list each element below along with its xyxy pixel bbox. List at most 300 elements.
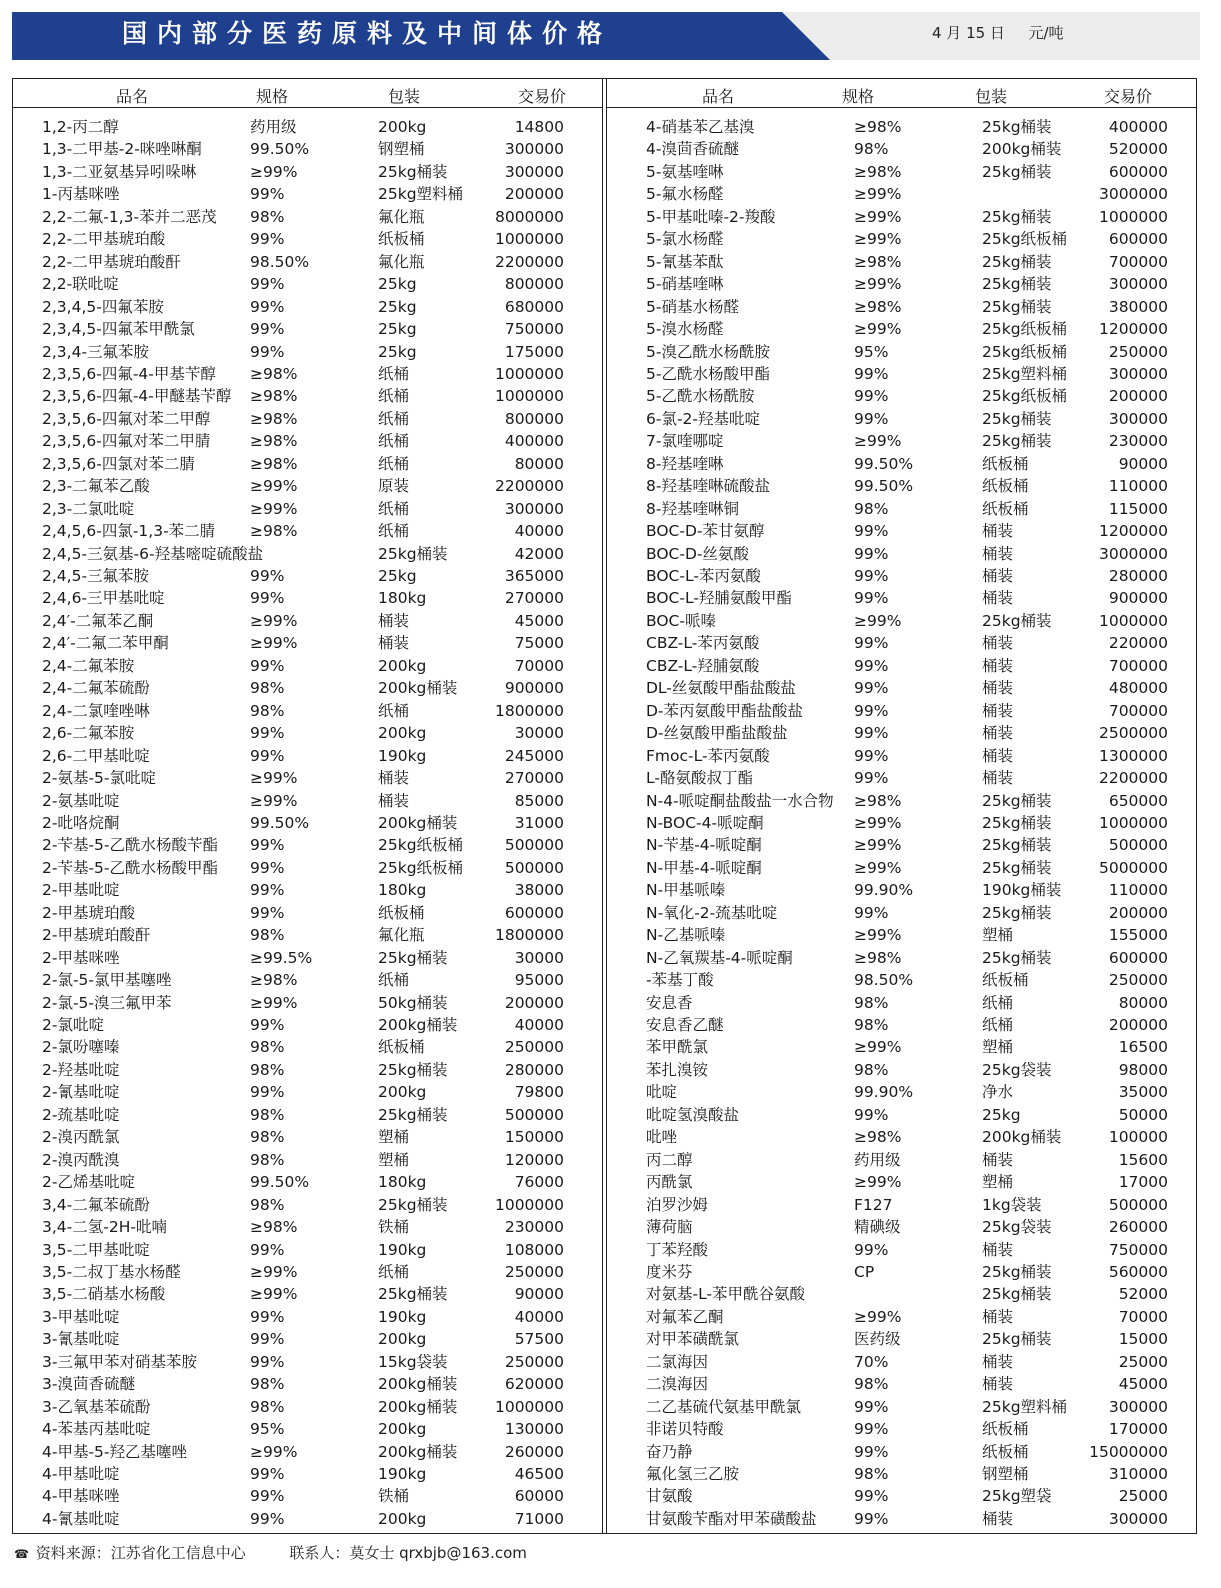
header-price: 交易价: [518, 87, 567, 106]
product-spec: 99%: [854, 567, 889, 585]
product-spec: ≥99%: [854, 432, 902, 451]
product-pack: 纸桶: [378, 432, 410, 451]
product-name: N-4-哌啶酮盐酸盐一水合物: [646, 791, 834, 810]
product-pack: 25kg桶装: [378, 1195, 448, 1214]
product-price: 220000: [1108, 634, 1168, 653]
product-pack: 纸板桶: [982, 1442, 1029, 1461]
product-price: 270000: [504, 769, 564, 788]
product-pack: 桶装: [982, 1509, 1014, 1528]
product-price: 300000: [1108, 1397, 1168, 1416]
product-spec: ≥99%: [854, 275, 902, 294]
product-spec: 99%: [250, 724, 285, 743]
product-name: 3-甲基吡啶: [42, 1307, 120, 1326]
product-spec: 98%: [250, 1150, 285, 1169]
product-name: 5-氨基喹啉: [646, 162, 724, 181]
product-name: 2,6-二甲基吡啶: [42, 746, 150, 765]
product-spec: 98%: [250, 1375, 285, 1394]
product-spec: ≥99%: [250, 499, 298, 518]
product-spec: 99%: [854, 1397, 889, 1416]
product-price: 3000000: [1098, 185, 1168, 204]
left-header-rule: [12, 107, 602, 108]
product-spec: ≥99.5%: [250, 948, 313, 967]
product-price: 900000: [1108, 589, 1168, 608]
product-price: 260000: [504, 1442, 564, 1461]
product-price: 15000: [1118, 1330, 1168, 1349]
header-price: 交易价: [1104, 87, 1153, 106]
product-pack: 桶装: [982, 544, 1014, 563]
product-name: 苯甲酰氯: [646, 1038, 709, 1057]
product-spec: ≥99%: [250, 769, 298, 788]
table-row: [0, 1283, 1221, 1305]
product-name: 2,6-二氟苯胺: [42, 724, 135, 743]
product-pack: 塑桶: [982, 1038, 1014, 1057]
product-price: 300000: [504, 140, 564, 159]
product-pack: 200kg桶装: [378, 1442, 458, 1461]
product-spec: 98%: [854, 499, 889, 518]
product-price: 620000: [504, 1375, 564, 1394]
product-pack: 桶装: [982, 522, 1014, 541]
product-price: 300000: [1108, 275, 1168, 294]
product-name: 2,3,4,5-四氟苯甲酰氯: [42, 320, 195, 339]
product-name: 5-氟水杨醛: [646, 185, 724, 204]
product-price: 2500000: [1098, 724, 1168, 743]
product-spec: 98%: [854, 1375, 889, 1394]
product-pack: 200kg: [378, 118, 427, 136]
product-pack: 25kg桶装: [982, 903, 1052, 922]
product-spec: ≥98%: [250, 522, 298, 541]
product-spec: 99%: [250, 589, 285, 608]
product-price: 1000000: [1098, 207, 1168, 226]
product-name: 4-甲基吡啶: [42, 1465, 120, 1483]
product-pack: 25kg塑料桶: [378, 185, 464, 204]
product-pack: 纸板桶: [982, 971, 1029, 990]
table-row: [0, 1441, 1221, 1463]
product-name: 5-氰基苯酞: [646, 252, 724, 271]
product-price: 400000: [504, 432, 564, 451]
product-spec: 98%: [250, 1038, 285, 1057]
product-spec: 99%: [854, 544, 889, 563]
product-pack: 纸桶: [378, 409, 410, 428]
product-spec: ≥98%: [250, 454, 298, 473]
product-name: 2,3,5,6-四氟-4-甲醚基苄醇: [42, 387, 232, 406]
product-pack: 铁桶: [378, 1487, 410, 1506]
product-pack: 25kg: [378, 275, 417, 294]
table-row: [0, 1126, 1221, 1148]
product-name: -苯基丁酸: [646, 971, 714, 990]
product-price: 108000: [504, 1240, 564, 1259]
product-name: 4-苯基丙基吡啶: [42, 1420, 151, 1439]
product-pack: 桶装: [378, 769, 410, 788]
product-pack: 25kg桶装: [982, 1262, 1052, 1281]
product-price: 200000: [504, 993, 564, 1012]
table-row: [0, 161, 1221, 183]
product-spec: ≥99%: [250, 162, 298, 181]
product-pack: 25kg桶装: [982, 409, 1052, 428]
product-spec: 98%: [250, 1195, 285, 1214]
product-spec: ≥99%: [854, 836, 902, 855]
phone-icon: ☎: [14, 1547, 29, 1561]
product-pack: 纸桶: [982, 1016, 1014, 1034]
product-price: 400000: [1108, 118, 1168, 136]
product-name: 丙酰氯: [646, 1173, 693, 1192]
product-price: 1000000: [494, 1195, 564, 1214]
product-name: 泊罗沙姆: [646, 1195, 709, 1214]
product-price: 365000: [504, 567, 564, 585]
product-pack: 桶装: [982, 1150, 1014, 1169]
product-spec: ≥99%: [250, 477, 298, 496]
product-price: 280000: [504, 1060, 564, 1079]
product-spec: 95%: [854, 342, 889, 361]
product-name: 甘氨酸苄酯对甲苯磺酸盐: [646, 1509, 817, 1528]
product-spec: 98.50%: [854, 971, 914, 990]
product-price: 110000: [1108, 477, 1168, 496]
product-name: 4-氰基吡啶: [42, 1509, 120, 1528]
table-row: [0, 453, 1221, 475]
product-name: 2,3-二氯吡啶: [42, 499, 135, 518]
product-price: 800000: [504, 409, 564, 428]
product-name: 2,4,5,6-四氯-1,3-苯二腈: [42, 522, 216, 541]
table-row: [0, 1104, 1221, 1126]
table-row: [0, 206, 1221, 228]
product-pack: 25kg桶装: [982, 948, 1052, 967]
product-name: 5-溴水杨醛: [646, 320, 724, 339]
product-name: 2-甲基琥珀酸: [42, 903, 135, 922]
product-name: 2,4-二氯喹唑啉: [42, 701, 150, 720]
table-row: [0, 1216, 1221, 1238]
product-price: 200000: [1108, 387, 1168, 406]
product-pack: 25kg桶装: [982, 275, 1052, 294]
product-spec: ≥99%: [854, 1173, 902, 1192]
product-pack: 桶装: [982, 589, 1014, 608]
product-pack: 25kg桶装: [982, 611, 1052, 630]
product-price: 1800000: [494, 701, 564, 720]
header-name: 品名: [116, 87, 149, 106]
product-spec: 98%: [854, 1465, 889, 1483]
product-spec: 98%: [854, 1016, 889, 1034]
right-column-headers: [607, 82, 1197, 106]
product-price: 16500: [1118, 1038, 1168, 1057]
product-price: 1000000: [1098, 813, 1168, 832]
product-pack: 1kg袋装: [982, 1195, 1042, 1214]
product-name: 2-吡咯烷酮: [42, 813, 120, 832]
product-pack: 25kg纸板桶: [982, 230, 1068, 249]
product-price: 79800: [514, 1083, 564, 1102]
product-pack: 纸桶: [378, 522, 410, 541]
product-spec: 98%: [250, 679, 285, 698]
product-name: 8-羟基喹啉: [646, 454, 724, 473]
product-spec: F127: [854, 1195, 893, 1214]
product-pack: 钢塑桶: [378, 140, 425, 159]
product-price: 230000: [504, 1218, 564, 1237]
table-row: [0, 587, 1221, 609]
product-spec: 99%: [250, 881, 285, 900]
product-pack: 200kg: [378, 1420, 427, 1439]
table-row: [0, 1306, 1221, 1328]
header-spec: 规格: [842, 87, 875, 106]
product-price: 2200000: [494, 477, 564, 496]
page-title: 国内部分医药原料及中间体价格: [122, 19, 613, 48]
product-name: 薄荷脑: [646, 1218, 693, 1237]
product-spec: ≥98%: [250, 364, 298, 383]
product-spec: 99%: [854, 769, 889, 788]
product-spec: 99.50%: [854, 454, 914, 473]
product-price: 45000: [1118, 1375, 1168, 1394]
product-price: 40000: [514, 1016, 564, 1034]
product-spec: 99%: [854, 409, 889, 428]
date-label: 4 月 15 日: [932, 24, 1005, 42]
product-name: 3,4-二氟苯硫酚: [42, 1195, 150, 1214]
product-pack: 纸板桶: [378, 903, 425, 922]
product-price: 500000: [504, 1105, 564, 1124]
product-price: 1300000: [1098, 746, 1168, 765]
product-pack: 25kg桶装: [982, 432, 1052, 451]
product-spec: 99%: [250, 1465, 285, 1483]
product-spec: ≥99%: [250, 1442, 298, 1461]
product-price: 1000000: [494, 387, 564, 406]
product-name: 对氟苯乙酮: [646, 1307, 724, 1326]
product-name: 5-硝基水杨醛: [646, 297, 739, 316]
product-price: 300000: [1108, 364, 1168, 383]
product-price: 31000: [514, 813, 564, 832]
product-price: 260000: [1108, 1218, 1168, 1237]
header-pack: 包装: [975, 87, 1008, 106]
product-pack: 原装: [378, 477, 410, 496]
product-spec: 99%: [250, 836, 285, 855]
product-name: 8-羟基喹啉硫酸盐: [646, 477, 770, 496]
table-row: [0, 834, 1221, 856]
product-price: 250000: [1108, 342, 1168, 361]
table-row: [0, 1463, 1221, 1485]
product-name: 3,5-二甲基吡啶: [42, 1240, 150, 1259]
product-price: 45000: [514, 611, 564, 630]
product-spec: ≥98%: [854, 1128, 902, 1147]
table-row: [0, 296, 1221, 318]
product-name: BOC-D-丝氨酸: [646, 544, 750, 563]
product-price: 100000: [1108, 1128, 1168, 1147]
product-spec: ≥98%: [854, 252, 902, 271]
product-name: 2-氯-5-溴三氟甲苯: [42, 993, 172, 1012]
product-spec: ≥99%: [854, 207, 902, 226]
product-price: 500000: [504, 836, 564, 855]
product-spec: ≥99%: [854, 185, 902, 204]
unit-label: 元/吨: [1028, 24, 1064, 42]
table-row: [0, 902, 1221, 924]
product-pack: 25kg桶装: [378, 1060, 448, 1079]
product-spec: 99%: [250, 297, 285, 316]
product-price: 46500: [514, 1465, 564, 1483]
product-name: 2,4-二氟苯胺: [42, 656, 135, 675]
product-pack: 铁桶: [378, 1218, 410, 1237]
product-pack: 塑桶: [378, 1150, 410, 1169]
product-price: 230000: [1108, 432, 1168, 451]
product-spec: 99%: [250, 342, 285, 361]
product-name: 2-氨基-5-氯吡啶: [42, 769, 157, 788]
product-pack: 桶装: [982, 656, 1014, 675]
product-price: 80000: [1118, 993, 1168, 1012]
product-name: D-苯丙氨酸甲酯盐酸盐: [646, 701, 804, 720]
header-name: 品名: [702, 87, 735, 106]
product-spec: 98%: [250, 926, 285, 945]
product-pack: 25kg桶装: [378, 948, 448, 967]
product-spec: ≥98%: [250, 387, 298, 406]
product-price: 700000: [1108, 656, 1168, 675]
product-pack: 25kg桶装: [378, 162, 448, 181]
table-row: [0, 632, 1221, 654]
product-spec: ≥98%: [250, 1218, 298, 1237]
product-spec: 99%: [250, 185, 285, 204]
product-name: 吡唑: [646, 1128, 678, 1147]
product-price: 500000: [1108, 836, 1168, 855]
product-spec: ≥98%: [854, 297, 902, 316]
product-pack: 桶装: [982, 769, 1014, 788]
product-pack: 200kg桶装: [982, 1128, 1062, 1147]
product-pack: 25kg纸板桶: [378, 836, 464, 855]
product-price: 70000: [514, 656, 564, 675]
product-price: 520000: [1108, 140, 1168, 159]
product-price: 25000: [1118, 1352, 1168, 1371]
product-pack: 50kg桶装: [378, 993, 448, 1012]
product-name: 2-苄基-5-乙酰水杨酸甲酯: [42, 858, 219, 877]
product-name: N-氧化-2-巯基吡啶: [646, 903, 778, 922]
product-name: 2,4-二氟苯硫酚: [42, 679, 150, 698]
product-price: 250000: [504, 1262, 564, 1281]
product-name: 3-三氟甲苯对硝基苯胺: [42, 1352, 197, 1371]
product-spec: ≥99%: [854, 611, 902, 630]
product-spec: 99%: [854, 679, 889, 698]
product-name: 1-丙基咪唑: [42, 185, 120, 204]
product-pack: 190kg: [378, 1307, 427, 1326]
product-name: 2-苄基-5-乙酰水杨酸苄酯: [42, 836, 219, 855]
product-name: CBZ-L-苯丙氨酸: [646, 634, 760, 653]
product-spec: 99.90%: [854, 881, 914, 900]
product-price: 150000: [504, 1128, 564, 1147]
product-price: 700000: [1108, 252, 1168, 271]
product-price: 25000: [1118, 1487, 1168, 1506]
product-price: 130000: [504, 1420, 564, 1439]
product-spec: 99%: [854, 724, 889, 743]
table-row: [0, 363, 1221, 385]
product-name: 3,5-二叔丁基水杨醛: [42, 1262, 181, 1281]
product-price: 2200000: [1098, 769, 1168, 788]
table-row: [0, 1081, 1221, 1103]
product-pack: 净水: [982, 1083, 1014, 1102]
product-name: 5-氯水杨醛: [646, 230, 724, 249]
table-row: [0, 1418, 1221, 1440]
product-spec: 99%: [250, 903, 285, 922]
product-name: 2,2-二氟-1,3-苯并二恶茂: [42, 207, 217, 226]
product-pack: 25kg纸板桶: [378, 858, 464, 877]
product-price: 3000000: [1098, 544, 1168, 563]
product-spec: 99%: [250, 567, 285, 585]
product-spec: 99.50%: [250, 813, 310, 832]
product-name: BOC-L-苯丙氨酸: [646, 567, 761, 585]
product-pack: 桶装: [378, 634, 410, 653]
product-spec: ≥99%: [250, 1262, 298, 1281]
product-name: 2-巯基吡啶: [42, 1105, 120, 1124]
product-price: 98000: [1118, 1060, 1168, 1079]
table-row: [0, 700, 1221, 722]
product-pack: 纸板桶: [378, 230, 425, 249]
product-spec: 99%: [250, 275, 285, 294]
product-name: 2-羟基吡啶: [42, 1060, 120, 1079]
product-pack: 25kg桶装: [982, 836, 1052, 855]
product-pack: 25kg桶装: [378, 1105, 448, 1124]
product-spec: 药用级: [854, 1150, 901, 1169]
product-spec: ≥98%: [854, 118, 902, 136]
product-name: 2,3,5,6-四氯对苯二腈: [42, 454, 195, 473]
product-spec: 99%: [250, 1330, 285, 1349]
product-spec: 99%: [250, 1016, 285, 1034]
product-spec: 99%: [854, 656, 889, 675]
product-price: 280000: [1108, 567, 1168, 585]
table-row: [0, 543, 1221, 565]
table-row: [0, 610, 1221, 632]
product-pack: 25kg桶装: [982, 162, 1052, 181]
table-row: [0, 520, 1221, 542]
product-pack: 塑桶: [982, 1173, 1014, 1192]
product-spec: ≥99%: [854, 813, 902, 832]
product-spec: ≥99%: [854, 230, 902, 249]
product-spec: 99%: [250, 656, 285, 675]
product-spec: 99%: [250, 230, 285, 249]
product-pack: 桶装: [378, 791, 410, 810]
product-pack: 25kg: [378, 567, 417, 585]
product-price: 90000: [1118, 454, 1168, 473]
product-name: 2-氰基吡啶: [42, 1083, 120, 1102]
product-spec: 99%: [250, 1352, 285, 1371]
product-pack: 桶装: [378, 611, 410, 630]
product-price: 1000000: [1098, 611, 1168, 630]
table-row: [0, 1194, 1221, 1216]
product-pack: 纸板桶: [982, 499, 1029, 518]
table-row: [0, 1149, 1221, 1171]
product-name: N-甲基哌嗪: [646, 881, 726, 900]
product-name: 5-乙酰水杨酸甲酯: [646, 364, 770, 383]
product-name: 2-甲基吡啶: [42, 881, 120, 900]
product-spec: 98%: [250, 1128, 285, 1147]
product-pack: 纸板桶: [982, 1420, 1029, 1439]
product-spec: 99.90%: [854, 1083, 914, 1102]
product-spec: ≥98%: [854, 791, 902, 810]
table-row: [0, 498, 1221, 520]
product-spec: 99%: [854, 1487, 889, 1506]
product-price: 1000000: [494, 1397, 564, 1416]
product-pack: 25kg桶装: [982, 297, 1052, 316]
table-row: [0, 251, 1221, 273]
product-name: DL-丝氨酸甲酯盐酸盐: [646, 679, 796, 698]
product-pack: 氟化瓶: [378, 926, 425, 945]
table-row: [0, 790, 1221, 812]
table-row: [0, 475, 1221, 497]
product-name: 甘氨酸: [646, 1487, 693, 1506]
product-name: BOC-L-羟脯氨酸甲酯: [646, 589, 792, 608]
product-name: 2-氨基吡啶: [42, 791, 120, 810]
product-pack: 200kg: [378, 724, 427, 743]
product-price: 600000: [1108, 948, 1168, 967]
table-row: [0, 228, 1221, 250]
product-name: 5-甲基吡嗪-2-羧酸: [646, 207, 776, 226]
product-price: 310000: [1108, 1465, 1168, 1483]
product-pack: 桶装: [982, 567, 1014, 585]
product-name: 3,5-二硝基水杨酸: [42, 1285, 166, 1304]
footer: [14, 1542, 527, 1563]
product-spec: ≥99%: [854, 926, 902, 945]
product-name: 二乙基硫代氨基甲酰氯: [646, 1397, 802, 1416]
product-price: 15000000: [1089, 1442, 1168, 1461]
table-row: [0, 116, 1221, 138]
product-name: 对甲苯磺酰氯: [646, 1330, 740, 1349]
product-pack: 200kg: [378, 1509, 427, 1528]
